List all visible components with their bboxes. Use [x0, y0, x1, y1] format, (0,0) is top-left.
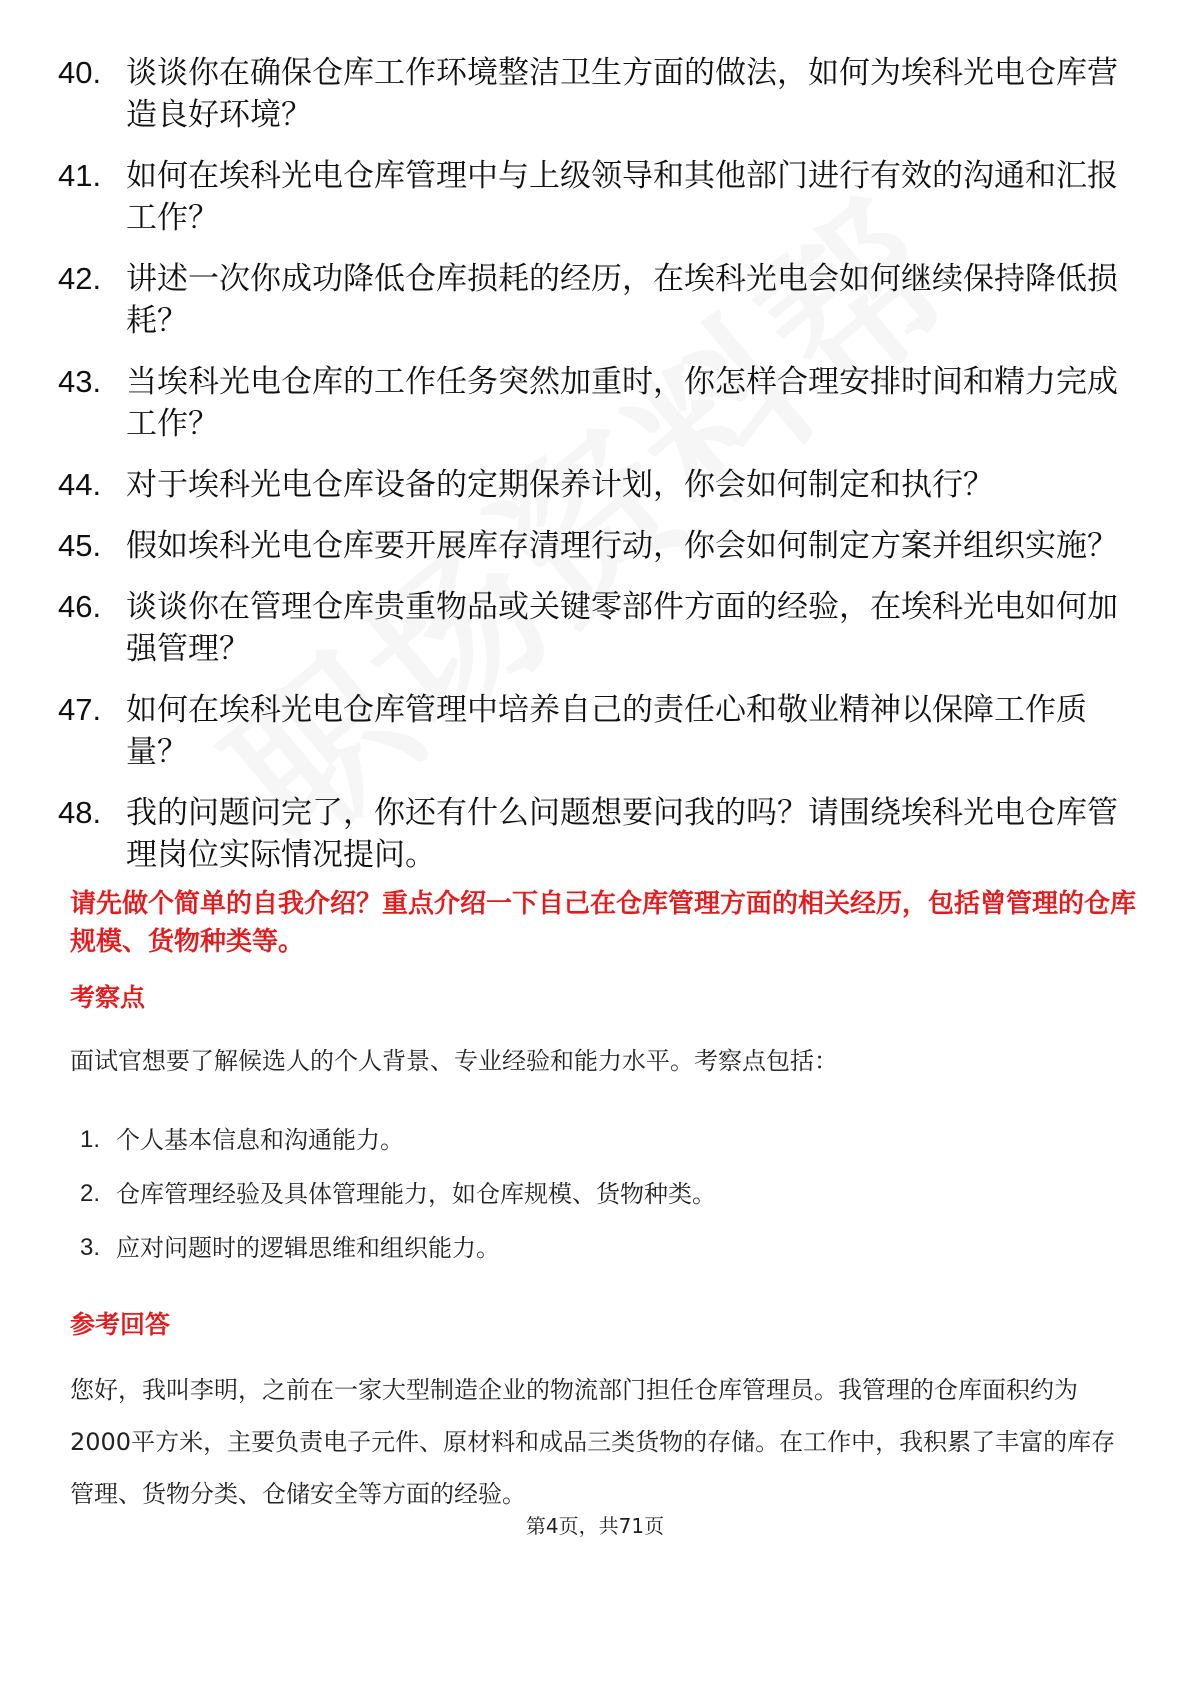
list-item-text: 仓库管理经验及具体管理能力，如仓库规模、货物种类。 — [116, 1180, 716, 1208]
assessment-points-list — [80, 1122, 1120, 1284]
question-text: 假如埃科光电仓库要开展库存清理行动，你会如何制定方案并组织实施？ — [126, 528, 1118, 564]
featured-question-heading: 请先做个简单的自我介绍？重点介绍一下自己在仓库管理方面的相关经历，包括曾管理的仓库规模、货物种类等。 — [70, 889, 1137, 957]
question-text: 谈谈你在确保仓库工作环境整洁卫生方面的做法，如何为埃科光电仓库营造良好环境？ — [126, 55, 1118, 133]
question-text: 我的问题问完了，你还有什么问题想要问我的吗？请围绕埃科光电仓库管理岗位实际情况提问。 — [126, 795, 1118, 873]
question-item — [58, 689, 1128, 773]
question-text: 如何在埃科光电仓库管理中与上级领导和其他部门进行有效的沟通和汇报工作？ — [126, 158, 1118, 236]
list-item-number: 3. — [80, 1234, 101, 1261]
page-number: 第4页，共71页 — [525, 1514, 665, 1538]
question-item — [58, 155, 1128, 239]
question-number: 42. — [58, 261, 102, 296]
question-number: 44. — [58, 467, 102, 502]
question-text: 如何在埃科光电仓库管理中培养自己的责任心和敬业精神以保障工作质量？ — [126, 692, 1087, 770]
reference-answer-title: 参考回答 — [70, 1310, 171, 1339]
question-item — [58, 258, 1128, 342]
list-item-text: 应对问题时的逻辑思维和组织能力。 — [116, 1234, 500, 1262]
question-item — [58, 586, 1128, 670]
list-item — [80, 1230, 1120, 1266]
question-item — [58, 361, 1128, 445]
question-number: 40. — [58, 55, 102, 90]
question-item — [58, 792, 1128, 876]
list-item-number: 1. — [80, 1126, 101, 1153]
question-number: 45. — [58, 528, 102, 563]
question-text: 讲述一次你成功降低仓库损耗的经历，在埃科光电会如何继续保持降低损耗？ — [126, 261, 1118, 339]
question-item — [58, 464, 1128, 506]
question-text: 谈谈你在管理仓库贵重物品或关键零部件方面的经验，在埃科光电如何加强管理？ — [126, 589, 1118, 667]
question-number: 43. — [58, 364, 102, 399]
question-item — [58, 525, 1128, 567]
question-item — [58, 52, 1128, 136]
reference-answer-text: 您好，我叫李明，之前在一家大型制造企业的物流部门担任仓库管理员。我管理的仓库面积约为2000平方米，主要负责电子元件、原材料和成品三类货物的存储。在工作中，我积累了丰富的库存管理、货物分类、仓储安全等方面的经验。 — [70, 1376, 1116, 1508]
question-number: 41. — [58, 158, 102, 193]
list-item-text: 个人基本信息和沟通能力。 — [116, 1126, 404, 1154]
assessment-points-intro: 面试官想要了解候选人的个人背景、专业经验和能力水平。考察点包括： — [70, 1047, 838, 1075]
assessment-points-title: 考察点 — [70, 983, 146, 1012]
list-item — [80, 1122, 1120, 1158]
list-item — [80, 1176, 1120, 1212]
question-number: 46. — [58, 589, 102, 624]
question-list — [58, 52, 1128, 895]
question-number: 48. — [58, 795, 102, 830]
list-item-number: 2. — [80, 1180, 101, 1207]
question-number: 47. — [58, 692, 102, 727]
question-text: 对于埃科光电仓库设备的定期保养计划，你会如何制定和执行？ — [126, 467, 994, 503]
question-text: 当埃科光电仓库的工作任务突然加重时，你怎样合理安排时间和精力完成工作？ — [126, 364, 1118, 442]
